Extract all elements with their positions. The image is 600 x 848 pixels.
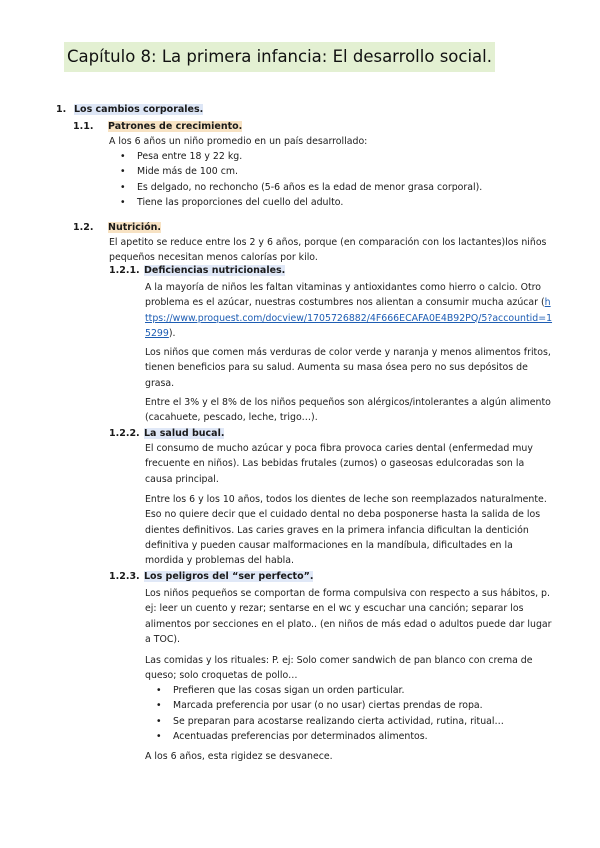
section-label: Deficiencias nutricionales. (144, 265, 286, 276)
list-item: • Prefieren que las cosas sigan un orden particular. (152, 683, 552, 698)
section-1-2-1-heading (109, 265, 285, 276)
paragraph: A los 6 años un niño promedio en un país desarrollado: (109, 136, 368, 147)
section-number: 1. (56, 104, 67, 115)
paragraph: Entre los 6 y los 10 años, todos los dientes de leche son reemplazados naturalmente. Eso no quiere decir que el cuidado dental no deba posponerse hasta la salida de los dientes definitivos. Las caries graves en la primera infancia dificultan la dentición definitiva y pueden causar malformaciones en la mandíbula, dificultades en la mordida y problemas del habla. (145, 494, 547, 567)
list-item: • Es delgado, no rechoncho (5-6 años es la edad de menor grasa corporal). (116, 180, 536, 195)
section-label: La salud bucal. (144, 428, 225, 439)
paragraph: A los 6 años, esta rigidez se desvanece. (145, 751, 333, 762)
paragraph: El consumo de mucho azúcar y poca fibra provoca caries dental (enfermedad muy frecuente en niños). Las bebidas frutales (zumos) o gaseosas edulcoradas son la causa principal. (145, 443, 533, 485)
section-number: 1.2. (73, 222, 94, 233)
list-item: • Se preparan para acostarse realizando cierta actividad, rutina, ritual… (152, 714, 552, 729)
proquest-link[interactable]: https://www.proquest.com/docview/1705726882/4F666ECAFA0E4B92PQ/5?accountid=15299 (145, 297, 553, 339)
growth-bullet-list (116, 149, 536, 210)
section-label: Los cambios corporales. (74, 104, 204, 115)
paragraph: Las comidas y los rituales: P. ej: Solo comer sandwich de pan blanco con crema de queso; solo croquetas de pollo… (145, 655, 533, 682)
section-1-2-heading (73, 222, 161, 233)
paragraph: Entre el 3% y el 8% de los niños pequeños son alérgicos/intolerantes a algún alimento (cacahuete, pescado, leche, trigo…). (145, 397, 551, 424)
rituals-bullet-list (152, 683, 552, 744)
section-label: Nutrición. (108, 222, 161, 233)
paragraph-text: ). (168, 327, 176, 339)
section-label: Patrones de crecimiento. (108, 121, 243, 132)
list-item: • Tiene las proporciones del cuello del adulto. (116, 195, 536, 210)
section-number: 1.2.2. (109, 428, 140, 439)
list-item: • Mide más de 100 cm. (116, 164, 536, 179)
section-1-2-3-heading (109, 571, 313, 582)
list-item: • Marcada preferencia por usar (o no usar) ciertas prendas de ropa. (152, 698, 552, 713)
section-1-2-2-heading (109, 428, 224, 439)
section-number: 1.2.1. (109, 265, 140, 276)
list-item: • Pesa entre 18 y 22 kg. (116, 149, 536, 164)
paragraph: El apetito se reduce entre los 2 y 6 años, porque (en comparación con los lactantes)los niños pequeños necesitan menos calorías por kilo. (109, 237, 547, 264)
paragraph-deficiencies (145, 280, 553, 341)
section-1-heading (56, 104, 203, 115)
chapter-title: Capítulo 8: La primera infancia: El desarrollo social. (64, 42, 495, 72)
paragraph: Los niños que comen más verduras de color verde y naranja y menos alimentos fritos, tienen beneficios para su salud. Aumenta su masa ósea pero no sus depósitos de grasa. (145, 347, 551, 389)
section-label: Los peligros del “ser perfecto”. (144, 571, 314, 582)
paragraph: Los niños pequeños se comportan de forma compulsiva con respecto a sus hábitos, p. ej: leer un cuento y rezar; sentarse en el wc y escuchar una canción; separar los alimentos por secciones en el plato.. (en niños de más edad o adultos puede dar lugar a TOC). (145, 588, 552, 645)
section-1-1-heading (73, 121, 242, 132)
list-item: • Acentuadas preferencias por determinados alimentos. (152, 729, 552, 744)
paragraph-text: A la mayoría de niños les faltan vitaminas y antioxidantes como hierro o calcio. Otro problema es el azúcar, nuestras costumbres nos alientan a consumir mucha azúcar ( (145, 282, 545, 309)
section-number: 1.1. (73, 121, 94, 132)
section-number: 1.2.3. (109, 571, 140, 582)
